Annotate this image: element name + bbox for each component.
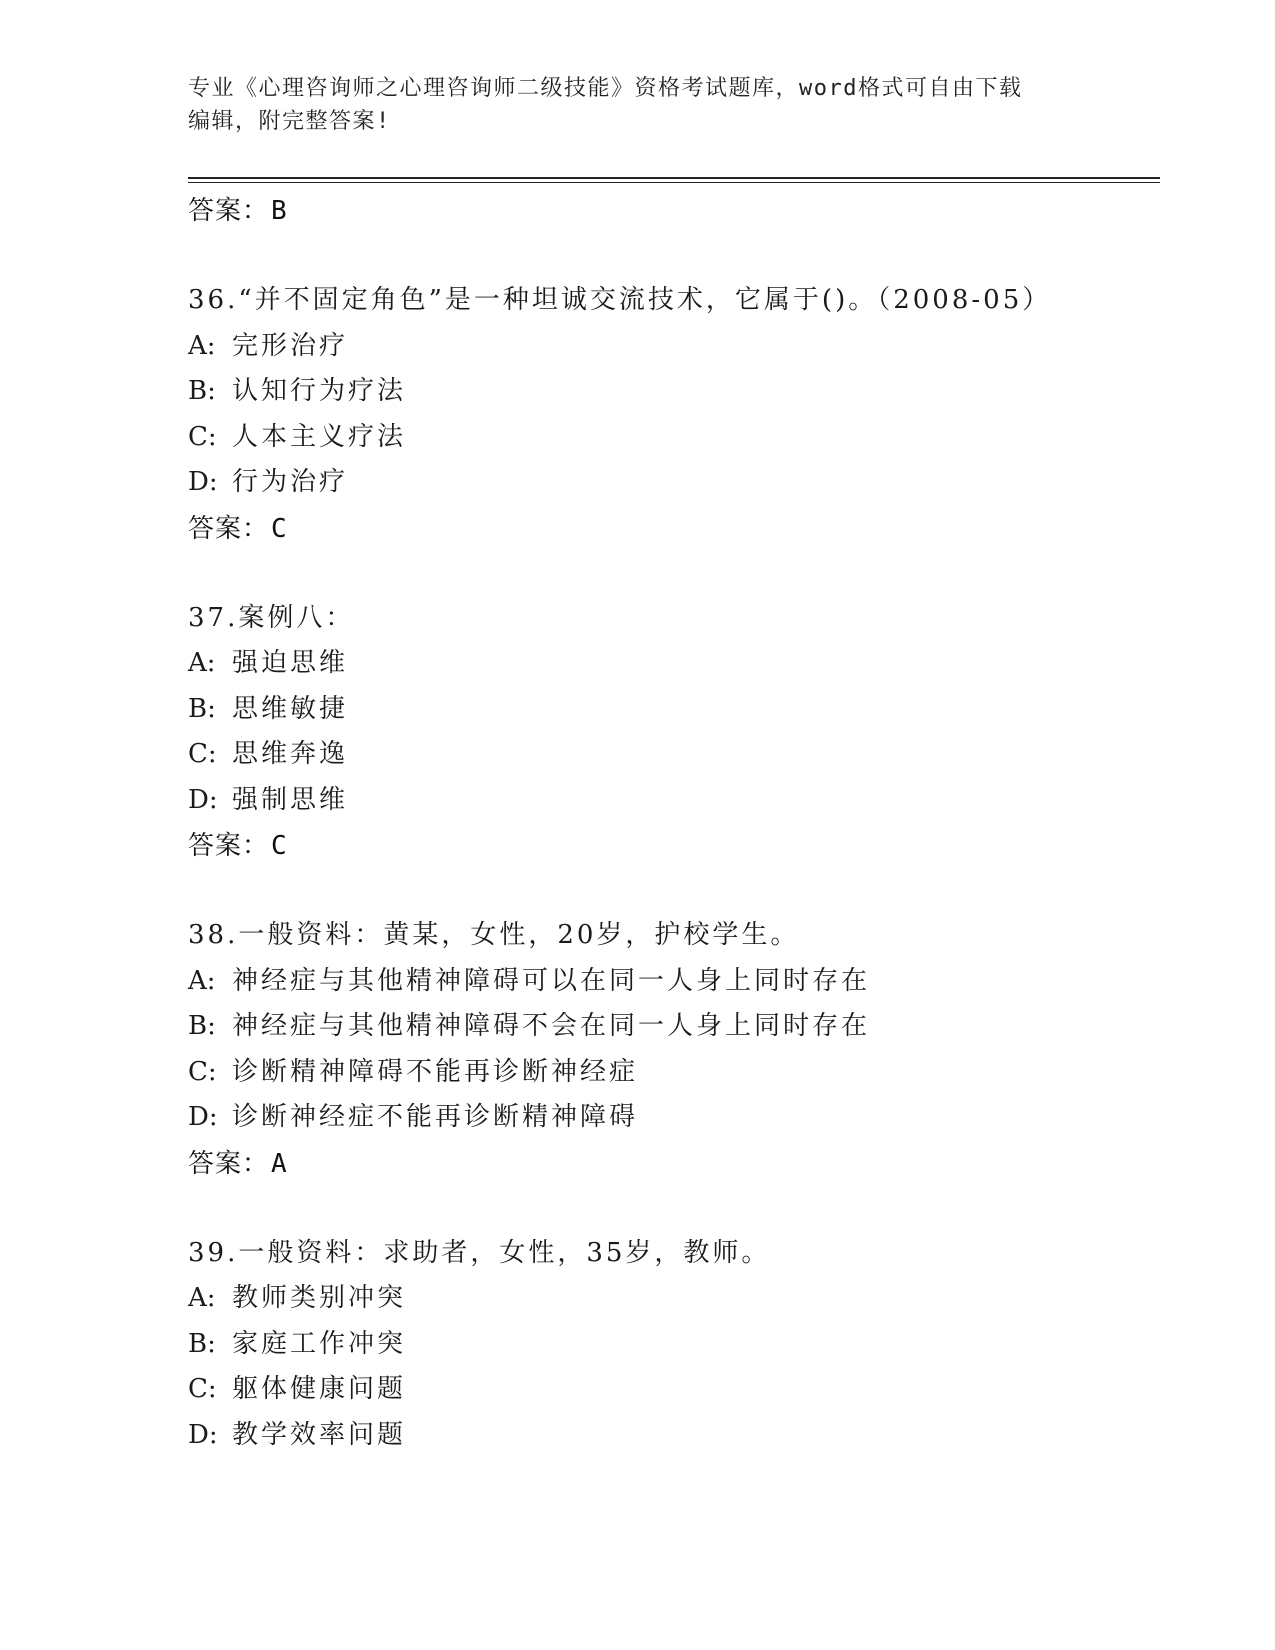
option-d <box>188 460 1148 506</box>
header-line-2: 编辑，附完整答案! <box>188 109 391 134</box>
answer-line <box>188 188 1148 234</box>
option-a <box>188 324 1148 370</box>
option-text: 躯体健康问题 <box>232 1374 407 1404</box>
answer-label: 答案： <box>188 1148 270 1179</box>
answer-line <box>188 823 1148 869</box>
option-text: 思维敏捷 <box>232 693 349 724</box>
option-key: B: <box>188 1328 216 1359</box>
answer-value: A <box>271 1148 288 1179</box>
question-stem: 37.案例八： <box>188 602 355 633</box>
question-block <box>188 596 1148 870</box>
option-a <box>188 1276 1148 1322</box>
option-key: B: <box>188 693 216 724</box>
option-key: C: <box>188 739 217 769</box>
option-b <box>188 369 1148 415</box>
answer-value: B <box>271 196 288 226</box>
document-header <box>188 72 1088 138</box>
option-key: A: <box>188 965 216 996</box>
option-b <box>188 687 1148 733</box>
option-key: D: <box>188 784 218 815</box>
question-stem: 39.一般资料：求助者，女性，35岁，教师。 <box>188 1237 771 1268</box>
option-c <box>188 1367 1148 1413</box>
answer-label: 答案： <box>188 831 270 861</box>
option-d <box>188 778 1148 824</box>
option-d <box>188 1095 1148 1141</box>
header-divider-thick <box>188 177 1160 179</box>
option-text: 诊断精神障碍不能再诊断神经症 <box>232 1056 639 1087</box>
question-block <box>188 913 1148 1187</box>
option-key: C: <box>188 1374 217 1404</box>
question-stem: 36.“并不固定角色”是一种坦诚交流技术，它属于()。（2008-05） <box>188 285 1052 315</box>
header-divider-thin <box>188 182 1160 183</box>
option-text: 诊断神经症不能再诊断精神障碍 <box>232 1102 639 1132</box>
option-key: C: <box>188 1056 217 1087</box>
option-key: B: <box>188 376 216 406</box>
option-key: C: <box>188 421 217 452</box>
question-block <box>188 278 1148 552</box>
answer-line <box>188 1141 1148 1187</box>
answer-value: C <box>271 831 288 861</box>
option-text: 教师类别冲突 <box>232 1283 407 1313</box>
answer-label: 答案： <box>188 196 270 226</box>
option-key: D: <box>188 1419 218 1450</box>
option-text: 家庭工作冲突 <box>232 1328 407 1359</box>
answer-label: 答案： <box>188 513 270 544</box>
option-c <box>188 415 1148 461</box>
header-line-1: 专业《心理咨询师之心理咨询师二级技能》资格考试题库，word格式可自由下载 <box>188 76 1023 101</box>
question-list <box>188 188 1148 1458</box>
option-text: 完形治疗 <box>232 330 349 361</box>
option-text: 教学效率问题 <box>232 1419 407 1450</box>
answer-line <box>188 506 1148 552</box>
question-block <box>188 1231 1148 1459</box>
option-text: 思维奔逸 <box>232 739 349 769</box>
option-a <box>188 641 1148 687</box>
option-c <box>188 732 1148 778</box>
option-key: A: <box>188 648 216 678</box>
option-key: A: <box>188 1283 216 1313</box>
option-d <box>188 1413 1148 1459</box>
answer-value: C <box>271 513 288 544</box>
option-text: 认知行为疗法 <box>232 376 407 406</box>
question-stem: 38.一般资料：黄某，女性，20岁，护校学生。 <box>188 920 800 950</box>
option-key: D: <box>188 467 218 497</box>
option-b <box>188 1322 1148 1368</box>
option-text: 强迫思维 <box>232 648 349 678</box>
option-b <box>188 1004 1148 1050</box>
option-text: 行为治疗 <box>232 467 349 497</box>
option-key: A: <box>188 330 216 361</box>
option-text: 强制思维 <box>232 784 349 815</box>
option-key: D: <box>188 1102 218 1132</box>
option-key: B: <box>188 1011 216 1041</box>
option-text: 神经症与其他精神障碍可以在同一人身上同时存在 <box>232 965 871 996</box>
option-text: 人本主义疗法 <box>232 421 407 452</box>
option-c <box>188 1050 1148 1096</box>
option-a <box>188 959 1148 1005</box>
option-text: 神经症与其他精神障碍不会在同一人身上同时存在 <box>232 1011 871 1041</box>
